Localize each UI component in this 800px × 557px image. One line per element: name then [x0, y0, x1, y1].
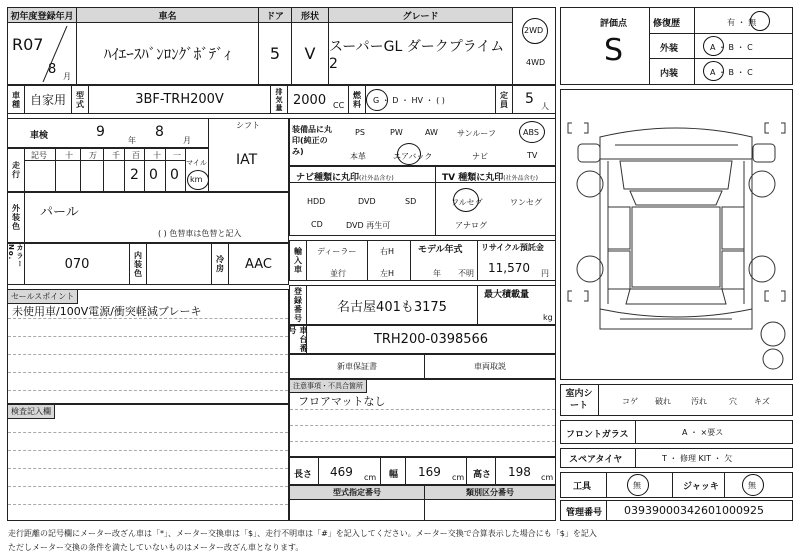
car-diagram [560, 89, 793, 380]
height-label: 高さ [473, 470, 492, 480]
colorno-label: カラーNo. [7, 243, 25, 285]
tv-label-text: TV 種類に丸印 [442, 173, 504, 183]
model-year-value: 不明 [458, 269, 474, 278]
mileage-d5: 0 [170, 167, 179, 183]
seat-ana: 穴 [729, 397, 737, 406]
import-left: 左H [380, 269, 395, 278]
seat-kizu: キズ [754, 397, 770, 406]
max-load-label: 最大積載量 [484, 290, 530, 300]
length-label: 長さ [294, 470, 313, 480]
import-right: 右H [380, 247, 395, 256]
navi-label-text: ナビ種類に丸印 [296, 173, 360, 183]
navi-hdd: HDD [307, 197, 326, 206]
shape: V [291, 22, 329, 85]
model-label: 型式 [71, 85, 89, 114]
capacity-cell [512, 85, 556, 114]
height-unit: cm [541, 473, 554, 482]
first-reg-year: R07 [12, 35, 44, 54]
capacity-label: 定員 [495, 85, 513, 114]
repair-options: 有 ・ 無 [727, 18, 757, 27]
mileage-h5: 十 [153, 151, 161, 160]
tv-analog: アナログ [455, 221, 487, 230]
seat-label: 室内シート [565, 389, 593, 411]
mileage-h3: 千 [112, 151, 120, 160]
repair-label: 修復歴 [653, 19, 681, 29]
seat-koge: コゲ [622, 397, 638, 406]
chassis-value: TRH200-0398566 [306, 325, 556, 354]
equip-aw: AW [425, 128, 438, 137]
mileage-h2: 万 [89, 151, 97, 160]
spare-label: スペアタイヤ [569, 455, 623, 465]
shift-label: シフト [236, 121, 260, 130]
shaken-year-unit: 年 [128, 136, 136, 145]
use-label: 車種 [7, 85, 25, 114]
score-label: 評価点 [600, 19, 628, 29]
registration-value: 名古屋401も3175 [306, 285, 478, 325]
mileage-label: 走行 [7, 148, 25, 192]
import-parallel: 並行 [330, 269, 346, 278]
fuel-options: G ・ D ・ HV ・ ( ) [373, 96, 445, 105]
ext-grades: A ・ B ・ C [710, 43, 753, 52]
first-reg-month-unit: 月 [63, 72, 71, 81]
equip-pw: PW [390, 128, 403, 137]
import-label: 輸入車 [289, 240, 307, 281]
color-note: ( ) 色替車は色替と記入 [158, 229, 242, 238]
ac-value: AAC [228, 243, 289, 285]
manual: 車両取説 [424, 354, 556, 379]
tools-value: 無 [633, 481, 641, 490]
interior-color-label: 内装色 [129, 243, 147, 285]
km-label: km [190, 175, 203, 184]
drive-4wd: 4WD [526, 58, 546, 67]
interior-color-cell [146, 243, 212, 285]
grade: スーパーGL ダークプライム2 [328, 22, 513, 85]
equip-leather: 本革 [350, 152, 366, 161]
recycle-label: リサイクル預託金 [481, 243, 544, 252]
shaken-label: 車検 [30, 131, 49, 141]
score-value: S [604, 33, 624, 68]
mileage-d4: 0 [149, 167, 158, 183]
tools-label: 工具 [573, 482, 592, 492]
mileage-grid [24, 148, 186, 192]
width-value: 169 [418, 465, 441, 479]
interior-label: 内装 [660, 69, 679, 79]
registration-label: 登録番号 [289, 285, 307, 325]
windshield-options: A ・ ×要ス [682, 428, 724, 437]
equip-ps: PS [355, 128, 365, 137]
model-value: 3BF-TRH200V [88, 85, 271, 114]
chassis-label: 車台番号 [288, 326, 308, 353]
shaken-month-unit: 月 [183, 136, 191, 145]
recycle-unit: 円 [541, 269, 549, 278]
capacity-value: 5 [525, 91, 534, 107]
equip-abs: ABS [523, 128, 539, 137]
max-load-unit: kg [543, 313, 553, 322]
mileage-h6: 一 [173, 151, 181, 160]
jack-label: ジャッキ [683, 482, 719, 492]
disp-label: 排気量 [270, 85, 288, 114]
first-reg-label: 初年度登録年月 [7, 7, 77, 23]
grade-label: グレード [328, 7, 513, 23]
footer-line1: 走行距離の記号欄にメーター改ざん車は「*」、メーター交換車は「$」、走行不明車は「#」を記入してください。メーター交換で合算表示した場合にも「$」を記入 [8, 529, 597, 538]
length-value: 469 [330, 465, 353, 479]
mileage-d3: 2 [130, 167, 139, 183]
type-spec-label: 型式指定番号 [289, 485, 425, 500]
colorno-value: 070 [24, 243, 130, 285]
equip-navi: ナビ [472, 152, 488, 161]
equip-airbag: エアバック [393, 152, 433, 161]
control-value: 03939000342601000925 [624, 504, 764, 517]
jack-value: 無 [748, 481, 756, 490]
exterior-label: 外装 [660, 44, 679, 54]
shape-label: 形状 [291, 7, 329, 23]
disp-value: 2000 [293, 93, 327, 108]
selling-points-label: セールスポイント [8, 290, 78, 304]
equip-sunroof: サンルーフ [457, 129, 496, 138]
height-value: 198 [508, 465, 531, 479]
control-label: 管理番号 [566, 508, 603, 518]
navi-cd: CD [311, 220, 323, 229]
equipment-label: 装備品に丸印(純正のみ) [292, 125, 332, 156]
tv-oneseg: ワンセグ [510, 198, 542, 207]
disp-unit: CC [333, 101, 345, 110]
fuel-label: 燃料 [348, 85, 366, 114]
notes-label: 注意事項・不具合箇所 [290, 380, 367, 393]
selling-points-text: 未使用車/100V電源/衝突軽減ブレーキ [12, 305, 202, 318]
equip-tv: TV [527, 151, 538, 160]
seat-yabure: 破れ [655, 397, 671, 406]
car-name: ﾊｲｴｰｽﾊﾞﾝﾛﾝｸﾞﾎﾞﾃﾞｨ [76, 22, 259, 85]
seat-yogore: 汚れ [691, 397, 707, 406]
mileage-h1: 十 [65, 151, 73, 160]
shift-value: IAT [236, 152, 258, 168]
navi-label-sub: (社外品含む) [359, 175, 394, 182]
first-reg-month: 8 [48, 62, 57, 77]
use-value: 自家用 [24, 85, 72, 114]
length-unit: cm [364, 473, 377, 482]
shaken-year: 9 [96, 124, 105, 140]
tv-label-sub: (社外品含む) [503, 175, 538, 182]
model-year-label: モデル年式 [418, 245, 463, 255]
navi-sd: SD [405, 197, 417, 206]
tv-fullseg: フルセグ [451, 198, 483, 207]
mileage-h4: 百 [132, 151, 140, 160]
model-year-unit: 年 [433, 269, 441, 278]
new-warranty: 新車保証書 [289, 354, 425, 379]
width-label: 幅 [389, 470, 399, 480]
mile-label: マイル [186, 159, 207, 167]
mileage-h0: 記号 [31, 151, 47, 160]
ac-label: 冷房 [211, 243, 229, 285]
capacity-unit: 人 [541, 102, 549, 111]
class-label: 類別区分番号 [424, 485, 556, 500]
shaken-month: 8 [155, 124, 164, 140]
color-value: パール [40, 205, 79, 220]
color-label: 外装色 [7, 192, 25, 243]
import-dealer: ディーラー [317, 247, 357, 256]
drive-2wd: 2WD [524, 26, 544, 35]
doors: 5 [258, 22, 292, 85]
car-name-label: 車名 [76, 7, 259, 23]
spare-options: T ・ 修理 KIT ・ 欠 [662, 454, 733, 463]
width-unit: cm [452, 473, 465, 482]
int-grades: A ・ B ・ C [710, 68, 753, 77]
recycle-value: 11,570 [488, 261, 530, 275]
windshield-label: フロントガラス [566, 430, 629, 440]
footer-line2: ただしメーター交換の条件を満たしていないものはメーター改ざん車となります。 [8, 543, 304, 552]
navi-dvd: DVD [358, 197, 376, 206]
notes-text: フロアマットなし [298, 395, 386, 408]
inspector-label: 検査記入欄 [8, 405, 55, 419]
navi-dvdplay: DVD 再生可 [346, 221, 391, 230]
door-label: ドア [258, 7, 292, 23]
